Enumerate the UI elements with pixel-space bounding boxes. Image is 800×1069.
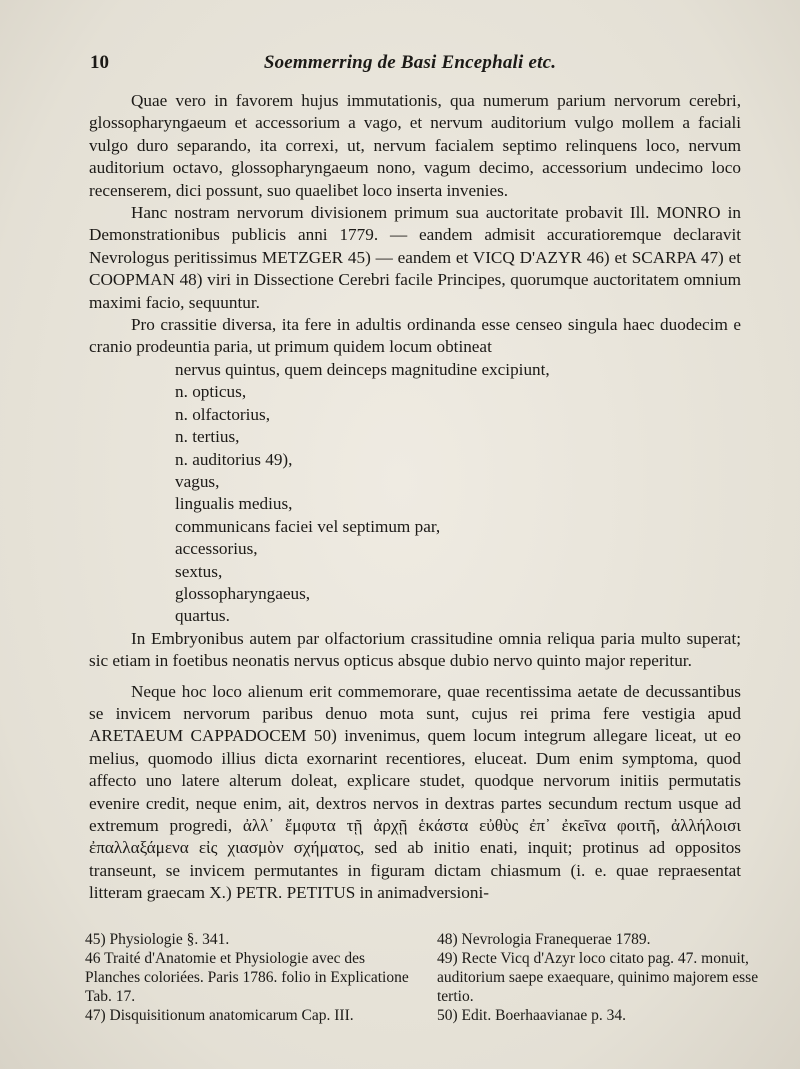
nerve-list [89,359,741,628]
footnotes-right-column [437,930,767,1025]
nerve-list-item: n. auditorius 49), [175,449,293,469]
nerve-list-item: sextus, [175,561,223,581]
paragraph: Pro crassitie diversa, ita fere in adultis ordinanda esse censeo singula haec duodecim e cranio prodeuntia paria, ut primum quidem locum obtineat [89,315,741,357]
footnote: 49) Recte Vicq d'Azyr loco citato pag. 47. monuit, auditorium saepe exaequare, quinimo majorem esse tertio. [437,950,759,1005]
nerve-list-item: vagus, [175,471,220,491]
nerve-list-item: accessorius, [175,539,258,559]
nerve-list-item: lingualis medius, [175,494,293,514]
footnotes-left-column [85,930,415,1025]
nerve-list-item: communicans faciei vel septimum par, [175,516,441,536]
footnote: 45) Physiologie §. 341. [85,931,230,948]
nerve-list-item: n. opticus, [175,382,247,402]
footnotes [85,930,759,1030]
nerve-list-item: n. tertius, [175,427,240,447]
page-header [90,52,730,76]
page-number: 10 [90,52,109,73]
main-text [89,90,741,905]
nerve-list-item: nervus quintus, quem deinceps magnitudine excipiunt, [175,359,550,379]
paragraph: Hanc nostram nervorum divisionem primum sua auctoritate probavit Ill. MONRO in Demonstrationibus publicis anni 1779. — eandem admisit accuratioremque declaravit Nevrologus peritissimus METZGER 45) — eandem et VICQ D'AZYR 46) et SCARPA 47) et COOPMAN 48) viri in Dissectione Cerebri facile Principes, quorumque auctoritatem omnium maximi facio, sequuntur. [89,203,741,312]
footnote: 46 Traité d'Anatomie et Physiologie avec des Planches coloriées. Paris 1786. folio in Explicatione Tab. 17. [85,950,409,1005]
running-title: Soemmerring de Basi Encephali etc. [263,52,557,73]
paragraph: Neque hoc loco alienum erit commemorare, quae recentissima aetate de decussantibus se invicem nervorum paribus denuo mota sunt, cujus rei prima fere vestigia apud ARETAEUM CAPPADOCEM 50) invenimus, quem locum integrum allegare liceat, ut eo melius, quomodo illius dicta exornarint recentiores, eluceat. Dum enim symptoma, quod affecto uno latere alterum doleat, explicare studet, quodque nervorum initiis permutatis evenire credit, neque enim, ait, dextros nervos in dextras partes secundum rectum usque ad extremum progredi, ἀλλ᾽ ἔμφυτα τῇ ἀρχῇ ἑκάστα εὐθὺς ἐπ᾽ ἐκεῖνα φοιτῆ, ἀλλήλοισι ἐπαλλαξάμενα εἰς χιασμὸν σχήματος, sed ab initio enati, inquit; protinus ad oppositos transeunt, se invicem permutantes in figuram dictam chiasmum (i. e. quae repraesentat litteram graecam X.) PETR. PETITUS in animadversioni- [89,681,741,903]
nerve-list-item: glossopharyngaeus, [175,583,311,603]
nerve-list-item: n. olfactorius, [175,404,270,424]
footnote: 48) Nevrologia Franequerae 1789. [437,931,651,948]
footnote: 50) Edit. Boerhaavianae p. 34. [437,1007,626,1024]
nerve-list-item: quartus. [175,606,230,626]
paragraph: Quae vero in favorem hujus immutationis, qua numerum parium nervorum cerebri, glossopharyngaeum et accessorium a vago, et nervum auditorium vulgo mollem a faciali vulgo duro separando, ita correxi, ut, nervum facialem septimo relinquens loco, nervum auditorium octavo, glossopharyngaeum nono, vagum decimo, accessorium undecimo loco recenserem, dici possunt, suo quaelibet loco inserta invenies. [89,91,741,200]
paragraph: In Embryonibus autem par olfactorium crassitudine omnia reliqua paria multo superat; sic etiam in foetibus neonatis nervus opticus absque dubio nervo quinto major reperitur. [89,628,741,671]
footnote: 47) Disquisitionum anatomicarum Cap. III. [85,1007,354,1024]
